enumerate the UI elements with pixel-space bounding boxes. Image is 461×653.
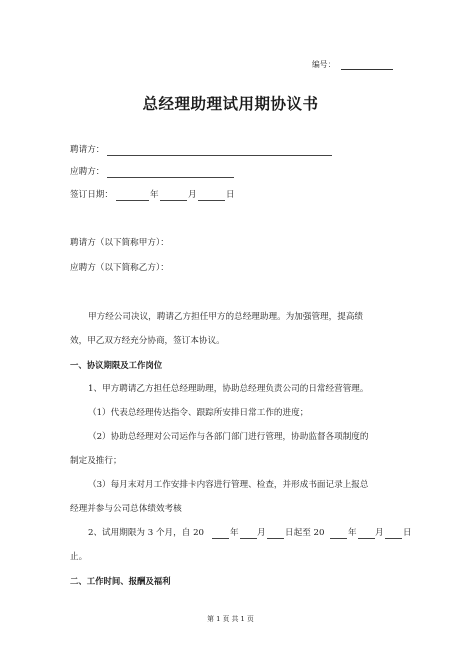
employer-label: 聘请方： xyxy=(70,145,105,155)
sign-day-label: 日 xyxy=(226,190,235,200)
trial-start-month-blank xyxy=(240,538,257,539)
section-2-heading: 二、工作时间、报酬及福利 xyxy=(70,576,171,586)
trial-end-day-blank xyxy=(385,538,402,539)
sign-day-blank xyxy=(198,200,225,201)
document-title: 总经理助理试用期协议书 xyxy=(142,95,319,113)
employee-label: 应聘方： xyxy=(70,167,105,177)
item-2-prefix: 2、试用期限为 3 个月，自 20 xyxy=(88,528,205,538)
trial-end-month-blank xyxy=(358,538,375,539)
intro-line-2: 效，甲乙双方经充分协商，签订本协议。 xyxy=(70,336,225,346)
item-1-3-line-2: 经理并参与公司总体绩效考核 xyxy=(70,504,182,514)
section-1-heading: 一、协议期限及工作岗位 xyxy=(70,360,163,370)
page-footer: 第 1 页 共 1 页 xyxy=(207,615,254,623)
trial-start-mid: 日起至 20 xyxy=(285,528,325,538)
employer-blank xyxy=(107,155,332,156)
employee-short-name: 应聘方（以下简称乙方）： xyxy=(70,263,169,273)
item-1-3-line-1: （3）每月末对月工作安排卡内容进行管理、检查，并形成书面记录上报总 xyxy=(88,480,369,490)
trial-end-month-label: 月 xyxy=(375,528,384,538)
trial-start-year-label: 年 xyxy=(230,528,239,538)
item-1-2-line-2: 制定及推行； xyxy=(70,456,122,466)
sign-date-label: 签订日期： xyxy=(70,190,113,200)
trial-start-month-label: 月 xyxy=(257,528,266,538)
intro-line-1: 甲方经公司决议，聘请乙方担任甲方的总经理助理。为加强管理，提高绩 xyxy=(88,312,364,322)
trial-start-year-blank xyxy=(212,538,229,539)
sign-year-blank xyxy=(116,200,149,201)
item-1-2-line-1: （2）协助总经理对公司运作与各部门部门进行管理，协助监督各项制度的 xyxy=(88,432,369,442)
sign-month-blank xyxy=(160,200,187,201)
sign-year-label: 年 xyxy=(150,190,159,200)
sign-month-label: 月 xyxy=(188,190,197,200)
item-1-1: （1）代表总经理传达指令、跟踪所安排日常工作的进度； xyxy=(88,408,309,418)
trial-end-day-label: 日 xyxy=(403,528,412,538)
item-1: 1、甲方聘请乙方担任总经理助理，协助总经理负责公司的日常经营管理。 xyxy=(88,384,369,394)
employee-blank xyxy=(107,177,234,178)
item-2-suffix: 止。 xyxy=(70,552,88,562)
serial-number-label: 编号： xyxy=(312,60,336,69)
serial-number-blank xyxy=(341,69,393,70)
trial-end-year-blank xyxy=(330,538,347,539)
trial-start-day-blank xyxy=(267,538,284,539)
employer-short-name: 聘请方（以下简称甲方）： xyxy=(70,238,169,248)
trial-end-year-label: 年 xyxy=(348,528,357,538)
